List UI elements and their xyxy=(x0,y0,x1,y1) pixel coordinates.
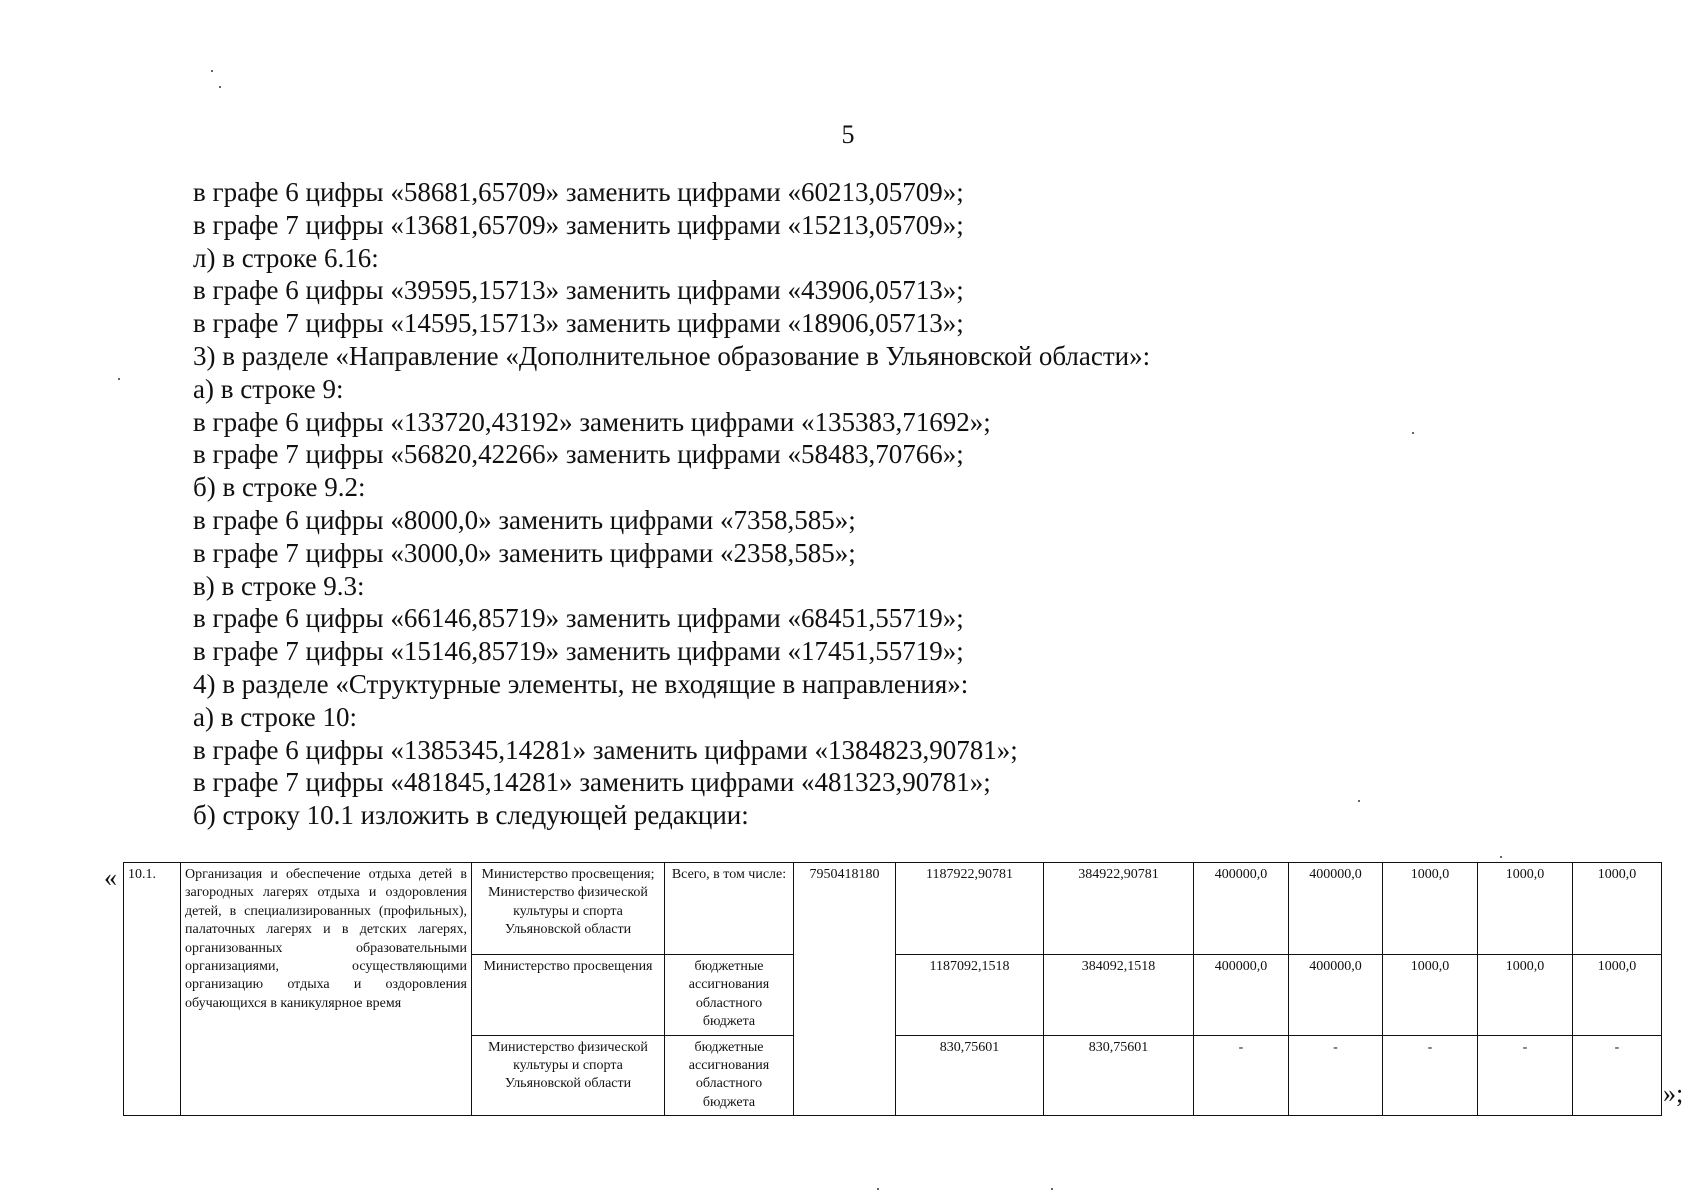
text-line: в) в строке 9.3: xyxy=(193,570,365,601)
value-cell: 384092,1518 xyxy=(1044,955,1194,1036)
text-line: а) в строке 9: xyxy=(193,373,344,404)
text-line: в графе 7 цифры «13681,65709» заменить цифрами «15213,05709»; xyxy=(193,209,964,240)
funding-source-cell: бюджетные ассигнования областного бюджета xyxy=(665,1035,794,1116)
scan-speck xyxy=(877,1188,879,1190)
budget-code-cell: 7950418180 xyxy=(794,863,896,1116)
value-cell: - xyxy=(1194,1035,1289,1116)
value-cell: - xyxy=(1573,1035,1662,1116)
table-row xyxy=(124,863,1662,955)
closing-quote: »; xyxy=(1663,1079,1684,1108)
text-line: л) в строке 6.16: xyxy=(193,242,379,273)
amendment-table xyxy=(123,862,1662,1116)
value-cell: 400000,0 xyxy=(1194,955,1289,1036)
scan-speck xyxy=(219,86,221,88)
executor-cell: Министерство физической культуры и спорта Ульяновской области xyxy=(472,1035,665,1116)
scan-speck xyxy=(1500,856,1502,858)
text-line: а) в строке 10: xyxy=(193,701,358,732)
value-cell: 1000,0 xyxy=(1478,955,1573,1036)
value-cell: 400000,0 xyxy=(1289,955,1383,1036)
value-cell: 1000,0 xyxy=(1383,863,1478,955)
scan-speck xyxy=(118,378,120,380)
text-line: 3) в разделе «Направление «Дополнительное образование в Ульяновской области»: xyxy=(193,340,1151,371)
value-cell: 384922,90781 xyxy=(1044,863,1194,955)
value-cell: - xyxy=(1289,1035,1383,1116)
executor-cell: Министерство просвещения xyxy=(472,955,665,1036)
text-line: б) строку 10.1 изложить в следующей редакции: xyxy=(193,800,749,831)
text-line: в графе 7 цифры «15146,85719» заменить цифрами «17451,55719»; xyxy=(193,636,964,667)
scan-speck xyxy=(211,70,213,72)
executor-cell: Министерство просвещения; Министерство физической культуры и спорта Ульяновской области xyxy=(472,863,665,955)
funding-source-cell: бюджетные ассигнования областного бюджета xyxy=(665,955,794,1036)
page-number: 5 xyxy=(841,120,855,149)
text-line: б) в строке 9.2: xyxy=(193,472,366,503)
value-cell: - xyxy=(1478,1035,1573,1116)
value-cell: 830,75601 xyxy=(1044,1035,1194,1116)
text-line: в графе 6 цифры «39595,15713» заменить цифрами «43906,05713»; xyxy=(193,275,964,306)
value-cell: 400000,0 xyxy=(1289,863,1383,955)
text-line: в графе 6 цифры «8000,0» заменить цифрами «7358,585»; xyxy=(193,504,856,535)
text-line: в графе 6 цифры «1385345,14281» заменить цифрами «1384823,90781»; xyxy=(193,734,1018,765)
row-number-cell: 10.1. xyxy=(124,863,181,1116)
scan-speck xyxy=(1051,1188,1053,1190)
text-line: в графе 7 цифры «3000,0» заменить цифрами «2358,585»; xyxy=(193,537,856,568)
scan-speck xyxy=(1358,800,1360,802)
value-cell: 400000,0 xyxy=(1194,863,1289,955)
opening-quote: « xyxy=(104,863,117,892)
scan-speck xyxy=(1412,432,1414,434)
text-line: в графе 7 цифры «14595,15713» заменить цифрами «18906,05713»; xyxy=(193,308,964,339)
activity-name-cell: Организация и обеспечение отдыха детей в загородных лагерях отдыха и оздоровления детей, в специализированных (профильных), палаточных лагерях и в детских лагерях, организованных образовательными организациями, осуществляющими организацию отдыха и оздоровления обучающихся в каникулярное время xyxy=(181,863,472,1116)
text-line: в графе 6 цифры «66146,85719» заменить цифрами «68451,55719»; xyxy=(193,603,964,634)
value-cell: - xyxy=(1383,1035,1478,1116)
value-cell: 1187922,90781 xyxy=(896,863,1044,955)
text-line: в графе 6 цифры «133720,43192» заменить цифрами «135383,71692»; xyxy=(193,406,991,437)
value-cell: 1000,0 xyxy=(1478,863,1573,955)
value-cell: 1000,0 xyxy=(1573,863,1662,955)
value-cell: 830,75601 xyxy=(896,1035,1044,1116)
text-line: в графе 7 цифры «481845,14281» заменить цифрами «481323,90781»; xyxy=(193,767,991,798)
value-cell: 1000,0 xyxy=(1383,955,1478,1036)
value-cell: 1187092,1518 xyxy=(896,955,1044,1036)
text-line: 4) в разделе «Структурные элементы, не входящие в направления»: xyxy=(193,668,969,699)
amendment-text xyxy=(193,176,1493,832)
value-cell: 1000,0 xyxy=(1573,955,1662,1036)
text-line: в графе 7 цифры «56820,42266» заменить цифрами «58483,70766»; xyxy=(193,439,964,470)
text-line: в графе 6 цифры «58681,65709» заменить цифрами «60213,05709»; xyxy=(193,177,964,207)
funding-source-cell: Всего, в том числе: xyxy=(665,863,794,955)
